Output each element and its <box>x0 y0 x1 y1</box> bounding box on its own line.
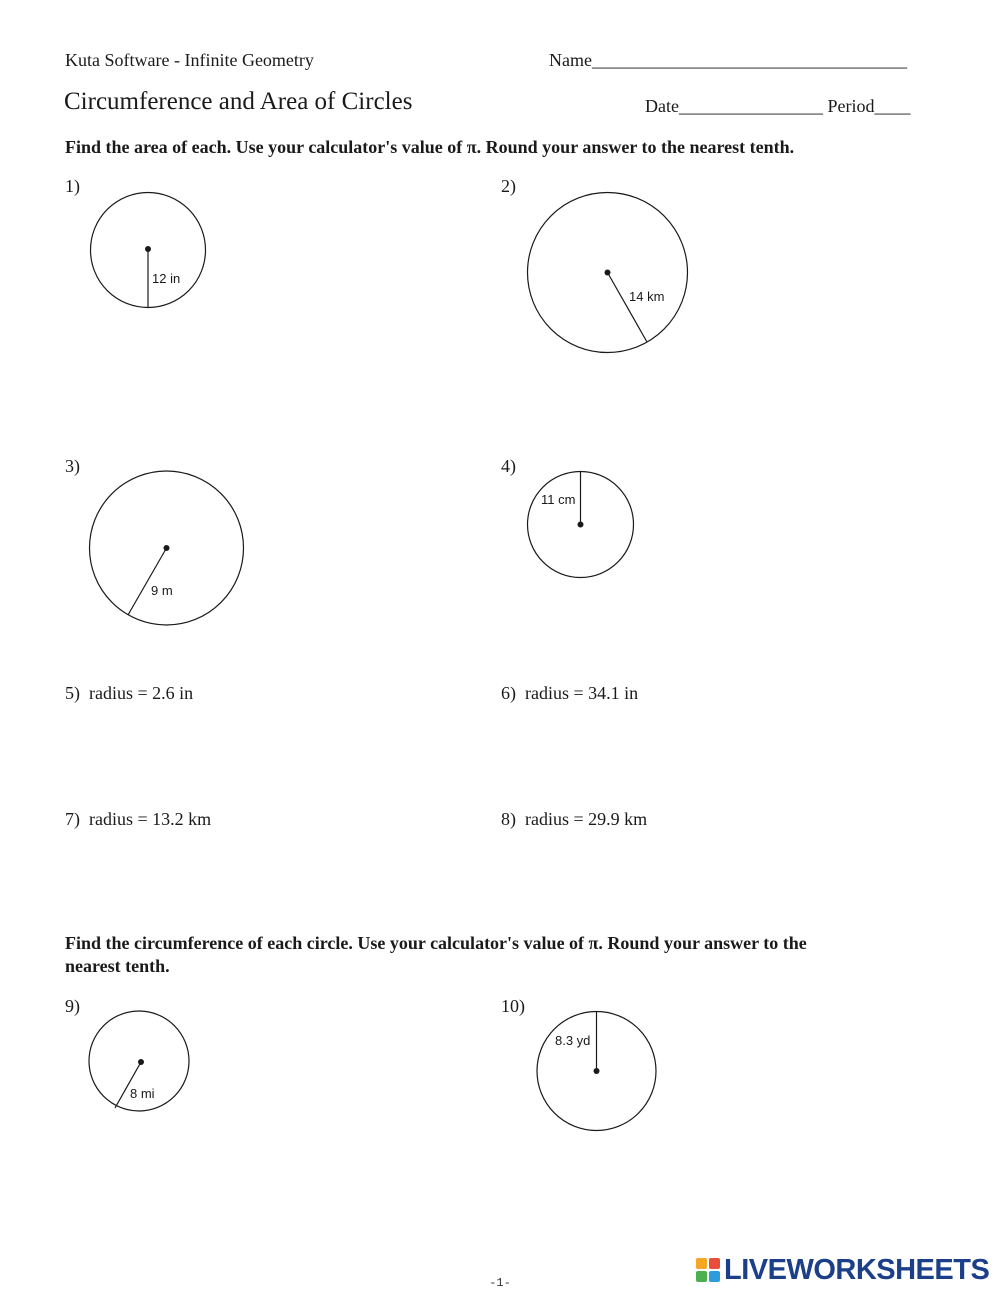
circle-diagram-3 <box>89 470 247 628</box>
problem-number: 3) <box>65 456 80 476</box>
problem-text: radius = 13.2 km <box>89 809 212 829</box>
page-title: Circumference and Area of Circles <box>64 88 413 115</box>
liveworksheets-brand: LIVEWORKSHEETS <box>724 1253 990 1286</box>
problem-text: radius = 2.6 in <box>89 683 194 703</box>
center-point <box>578 522 584 528</box>
radius-label: 8.3 yd <box>555 1033 591 1048</box>
name-field: Name___________________________________ <box>549 50 907 70</box>
radius-label: 8 mi <box>130 1086 155 1101</box>
problem-number: 9) <box>65 996 80 1016</box>
publisher-label: Kuta Software - Infinite Geometry <box>65 50 314 70</box>
problem-text: radius = 29.9 km <box>525 809 648 829</box>
logo-tile <box>696 1258 707 1269</box>
problem-number: 7) <box>65 809 80 829</box>
circle-diagram-4 <box>526 470 636 580</box>
problem-number: 6) <box>501 683 516 703</box>
problem-8 <box>501 809 647 830</box>
radius-label: 12 in <box>152 271 181 286</box>
center-point <box>594 1068 600 1074</box>
problem-5 <box>65 683 193 704</box>
problem-text: radius = 34.1 in <box>525 683 639 703</box>
circle-diagram-2 <box>526 191 690 355</box>
problem-6 <box>501 683 638 704</box>
circle-diagram-1 <box>88 190 208 310</box>
problem-number: 8) <box>501 809 516 829</box>
problem-number: 10) <box>501 996 525 1016</box>
radius-label: 9 m <box>151 583 173 598</box>
logo-tile <box>709 1271 720 1282</box>
area-instructions: Find the area of each. Use your calculator's value of π. Round your answer to the nearest tenth. <box>65 137 795 157</box>
circumference-instructions-line1: Find the circumference of each circle. Use your calculator's value of π. Round your answer to the <box>65 933 807 953</box>
circle-diagram-10 <box>536 1010 658 1132</box>
problem-7 <box>65 809 211 830</box>
radius-line <box>608 273 648 343</box>
page-number: -1- <box>489 1276 511 1290</box>
radius-label: 14 km <box>629 289 665 304</box>
logo-tile <box>696 1271 707 1282</box>
liveworksheets-watermark <box>696 1253 996 1287</box>
logo-tile <box>709 1258 720 1269</box>
problem-number: 5) <box>65 683 80 703</box>
center-point <box>164 545 170 551</box>
radius-line <box>115 1062 141 1108</box>
center-point <box>145 246 151 252</box>
date-period-field: Date________________ Period____ <box>645 96 911 116</box>
circle-diagram-9 <box>88 1010 192 1114</box>
circumference-instructions-line2: nearest tenth. <box>65 956 170 976</box>
problem-number: 1) <box>65 176 80 196</box>
problem-number: 2) <box>501 176 516 196</box>
center-point <box>138 1059 144 1065</box>
radius-label: 11 cm <box>541 492 576 507</box>
problem-number: 4) <box>501 456 516 476</box>
center-point <box>605 270 611 276</box>
radius-line <box>128 548 167 615</box>
liveworksheets-logo-icon <box>696 1258 720 1282</box>
